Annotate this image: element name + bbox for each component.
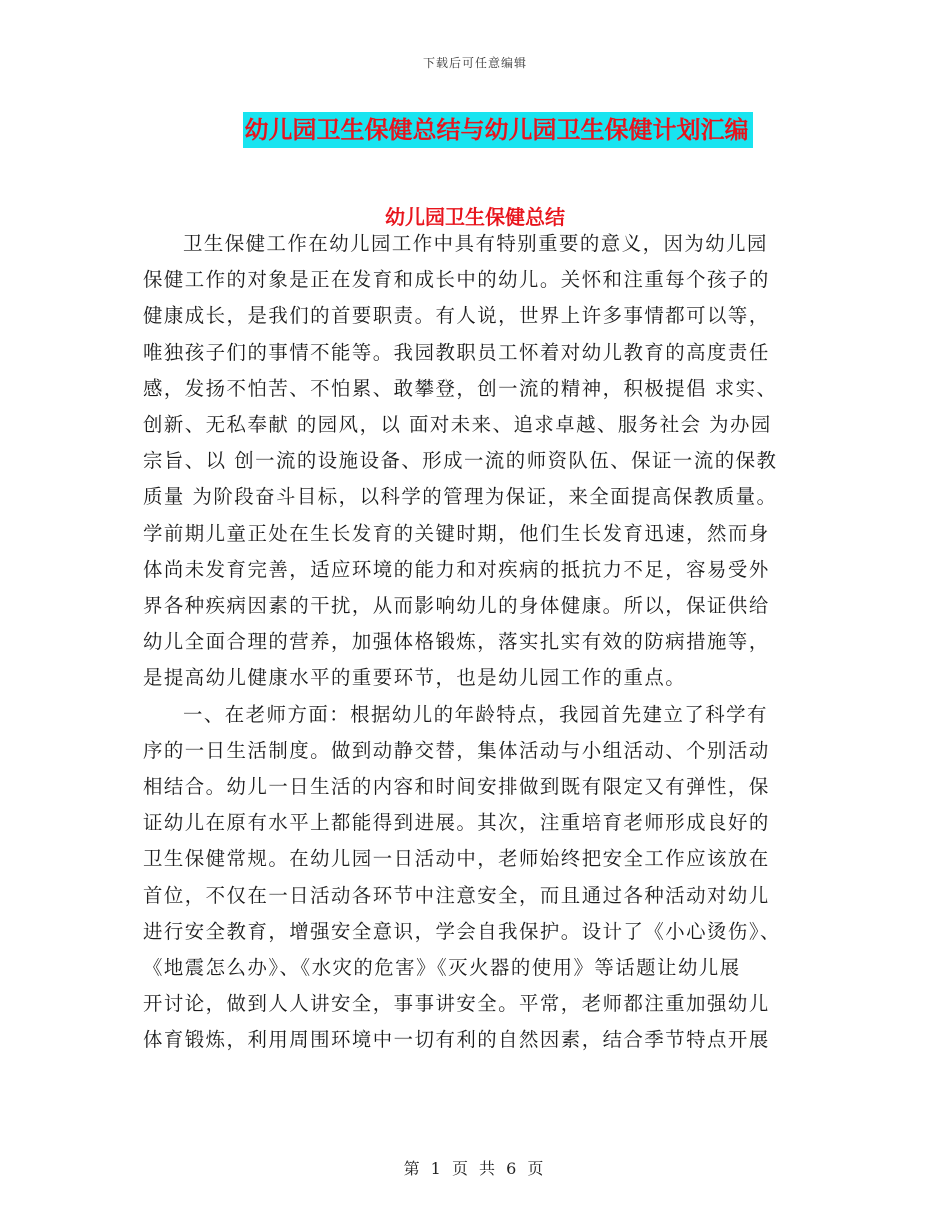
section-title: 幼儿园卫生保健总结: [385, 205, 565, 229]
paragraph-line: 幼儿全面合理的营养，加强体格锻炼，落实扎实有效的防病措施等，: [143, 630, 770, 654]
document-title-wrap: [0, 112, 950, 148]
paragraph-line: 开讨论，做到人人讲安全，事事讲安全。平常，老师都注重加强幼儿: [143, 992, 770, 1016]
paragraph-line: 体尚未发育完善，适应环境的能力和对疾病的抵抗力不足，容易受外: [143, 557, 770, 581]
paragraph-line: 唯独孩子们的事情不能等。我园教职员工怀着对幼儿教育的高度责任: [143, 340, 770, 364]
paragraph-line: 是提高幼儿健康水平的重要环节，也是幼儿园工作的重点。: [143, 666, 687, 690]
paragraph-line: 卫生保健工作在幼儿园工作中具有特别重要的意义，因为幼儿园: [183, 232, 768, 255]
paragraph-line: 创新、无私奉献 的园风，以 面对未来、追求卓越、服务社会 为办园: [143, 413, 772, 437]
paragraph-line: 《地震怎么办》、《水灾的危害》《灭火器的使用》等话题让幼儿展: [143, 956, 741, 980]
paragraph-line: 宗旨、以 创一流的设施设备、形成一流的师资队伍、保证一流的保教: [143, 449, 778, 473]
paragraph-line: 相结合。幼儿一日生活的内容和时间安排做到既有限定又有弹性，保: [143, 775, 770, 799]
paragraph-line: 感，发扬不怕苦、不怕累、敢攀登，创一流的精神，积极提倡 求实、: [143, 376, 778, 400]
paragraph-line: 进行安全教育，增强安全意识，学会自我保护。设计了《小心烫伤》、: [143, 919, 781, 943]
body-text: [143, 226, 808, 1059]
paragraph-line: 界各种疾病因素的干扰，从而影响幼儿的身体健康。所以，保证供给: [143, 594, 770, 618]
paragraph-line: 学前期儿童正处在生长发育的关键时期，他们生长发育迅速，然而身: [143, 521, 770, 545]
document-title: 幼儿园卫生保健总结与幼儿园卫生保健计划汇编: [243, 112, 753, 148]
page-footer: 第 1 页 共 6 页: [403, 1159, 547, 1178]
paragraph-line: 卫生保健常规。在幼儿园一日活动中，老师始终把安全工作应该放在: [143, 847, 770, 871]
paragraph-line: 序的一日生活制度。做到动静交替，集体活动与小组活动、个别活动: [143, 738, 770, 762]
paragraph-line: 质量 为阶段奋斗目标，以科学的管理为保证，来全面提高保教质量。: [143, 485, 778, 509]
paragraph-line: 体育锻炼，利用周围环境中一切有利的自然因素，结合季节特点开展: [143, 1028, 770, 1052]
paragraph-line: 保健工作的对象是正在发育和成长中的幼儿。关怀和注重每个孩子的: [143, 268, 770, 292]
paragraph-line: 首位，不仅在一日活动各环节中注意安全，而且通过各种活动对幼儿: [143, 883, 770, 907]
paragraph-line: 证幼儿在原有水平上都能得到进展。其次，注重培育老师形成良好的: [143, 811, 770, 835]
paragraph-line: 健康成长，是我们的首要职责。有人说，世界上许多事情都可以等，: [143, 304, 770, 328]
header-note: 下载后可任意编辑: [422, 56, 527, 70]
paragraph-line: 一、在老师方面：根据幼儿的年龄特点，我园首先建立了科学有: [183, 702, 768, 726]
